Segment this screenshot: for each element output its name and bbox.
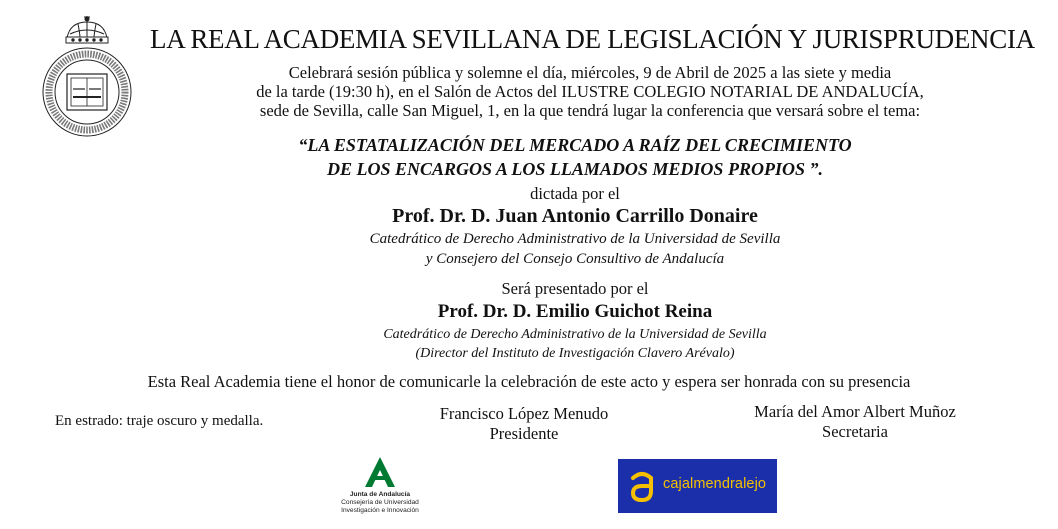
- junta-department-1: Consejería de Universidad: [341, 499, 419, 506]
- signatory-name: María del Amor Albert Muñoz: [754, 402, 956, 421]
- presenter-title-1: Catedrático de Derecho Administrativo de la Universidad de Sevilla: [383, 327, 767, 342]
- presenter-name: Prof. Dr. D. Emilio Guichot Reina: [437, 301, 713, 322]
- speaker-title-1: Catedrático de Derecho Administrativo de la Universidad de Sevilla: [369, 231, 781, 247]
- signatory-secretary: [720, 402, 990, 442]
- presenter-title-2: (Director del Instituto de Investigación Clavero Arévalo): [415, 346, 735, 361]
- invitation-line-3: sede de Sevilla, calle San Miguel, 1, en la que tendrá lugar la conferencia que versará sobre el tema:: [259, 101, 921, 120]
- speaker-name: Prof. Dr. D. Juan Antonio Carrillo Donaire: [392, 205, 758, 227]
- signatory-role: Secretaria: [822, 422, 888, 441]
- junta-name: Junta de Andalucía: [349, 491, 411, 498]
- signatory-name: Francisco López Menudo: [439, 404, 609, 423]
- presenter-intro: Será presentado por el: [501, 279, 649, 298]
- cajalmendralejo-logo: [618, 459, 777, 513]
- speaker-title-2: y Consejero del Consejo Consultivo de Andalucía: [425, 251, 725, 267]
- caja-symbol-icon: [628, 469, 656, 505]
- speaker-intro: dictada por el: [530, 184, 620, 203]
- invitation-line-1: Celebrará sesión pública y solemne el día, miércoles, 9 de Abril de 2025 a las siete y media: [288, 63, 892, 82]
- conference-topic-line-1: “LA ESTATALIZACIÓN DEL MERCADO A RAÍZ DEL CRECIMIENTO: [298, 135, 852, 155]
- conference-topic-line-2: DE LOS ENCARGOS A LOS LLAMADOS MEDIOS PROPIOS ”.: [327, 159, 823, 179]
- academy-title: LA REAL ACADEMIA SEVILLANA DE LEGISLACIÓN Y JURISPRUDENCIA: [150, 24, 1035, 54]
- academy-crest: [40, 16, 134, 140]
- signatory-president: [404, 404, 644, 444]
- dress-code: En estrado: traje oscuro y medalla.: [55, 413, 264, 429]
- crown-crest-icon: [40, 16, 134, 140]
- signatory-role: Presidente: [489, 424, 559, 443]
- honor-statement: Esta Real Academia tiene el honor de comunicarle la celebración de este acto y espera ser honrada con su presencia: [147, 372, 911, 391]
- caja-name: cajalmendralejo: [663, 476, 767, 492]
- junta-a-icon: [364, 456, 396, 488]
- junta-andalucia-logo: [320, 456, 440, 522]
- junta-department-2: Investigación e Innovación: [341, 507, 419, 514]
- invitation-line-2: de la tarde (19:30 h), en el Salón de Actos del ILUSTRE COLEGIO NOTARIAL DE ANDALUCÍA,: [256, 82, 924, 101]
